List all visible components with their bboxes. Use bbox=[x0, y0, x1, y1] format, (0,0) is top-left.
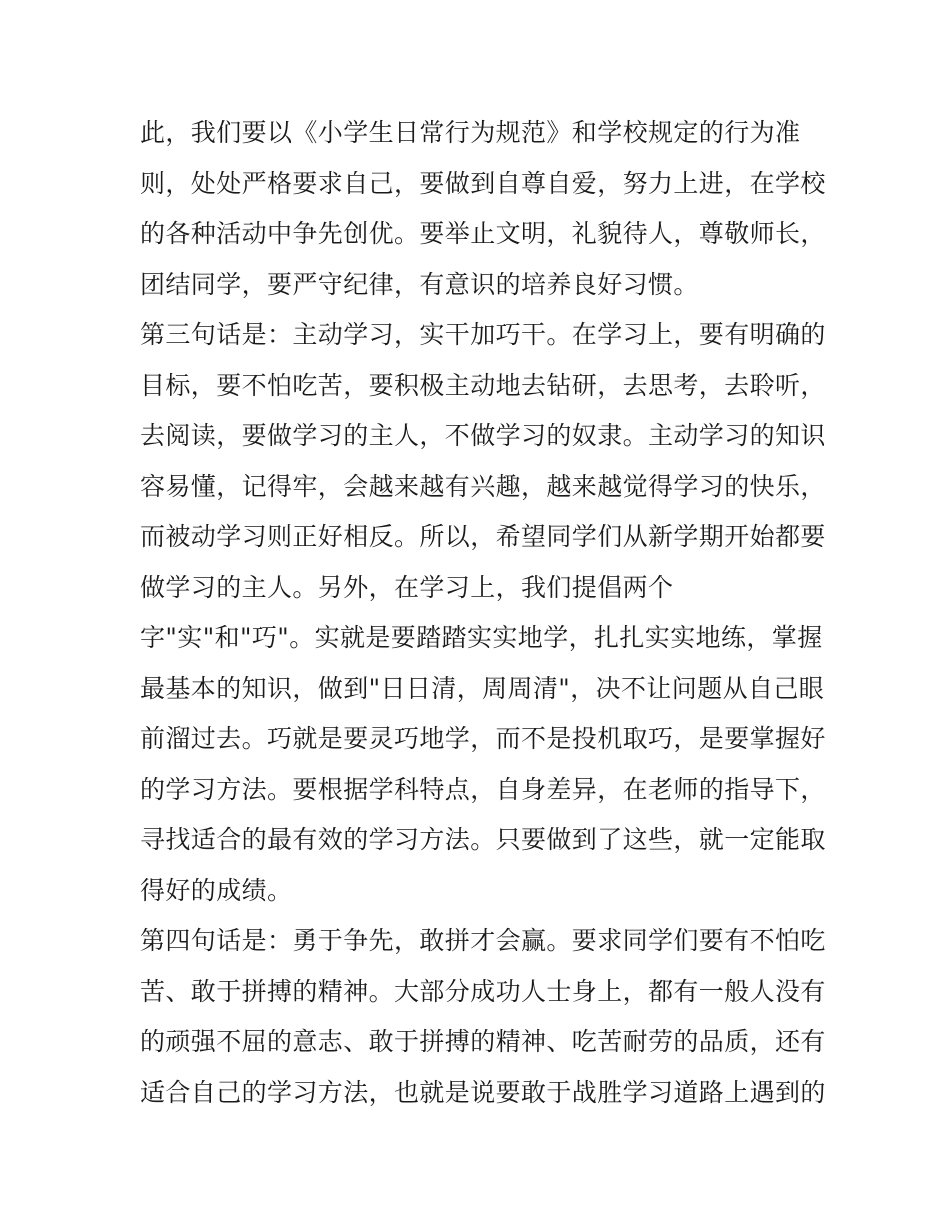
text-line: 寻找适合的最有效的学习方法。只要做到了这些，就一定能取 bbox=[140, 825, 826, 854]
text-line: 团结同学，要严守纪律，有意识的培养良好习惯。 bbox=[140, 269, 699, 299]
text-line: 做学习的主人。另外，在学习上，我们提倡两个 bbox=[140, 572, 674, 602]
text-line: 字"实"和"巧"。实就是要踏踏实实地学，扎扎实实地练，掌握 bbox=[140, 623, 823, 652]
text-line: 的顽强不屈的意志、敢于拼搏的精神、吃苦耐劳的品质，还有 bbox=[140, 1027, 826, 1056]
text-line: 适合自己的学习方法，也就是说要敢于战胜学习道路上遇到的 bbox=[140, 1077, 826, 1107]
text-line: 的学习方法。要根据学科特点，自身差异，在老师的指导下， bbox=[140, 774, 826, 804]
text-line: 前溜过去。巧就是要灵巧地学，而不是投机取巧，是要掌握好 bbox=[140, 724, 826, 753]
text-line: 第三句话是：主动学习，实干加巧干。在学习上，要有明确的 bbox=[140, 320, 826, 349]
text-line: 容易懂，记得牢，会越来越有兴趣，越来越觉得学习的快乐， bbox=[140, 471, 826, 501]
text-line: 则，处处严格要求自己，要做到自尊自爱，努力上进，在学校 bbox=[140, 168, 826, 198]
text-line: 第四句话是：勇于争先，敢拼才会赢。要求同学们要有不怕吃 bbox=[140, 926, 826, 955]
text-line: 最基本的知识，做到"日日清，周周清"，决不让问题从自己眼 bbox=[140, 673, 825, 703]
text-line: 的各种活动中争先创优。要举止文明，礼貌待人，尊敬师长， bbox=[140, 219, 826, 248]
text-line: 苦、敢于拼搏的精神。大部分成功人士身上，都有一般人没有 bbox=[140, 976, 826, 1006]
text-line: 去阅读，要做学习的主人，不做学习的奴隶。主动学习的知识 bbox=[140, 421, 826, 450]
text-line: 此，我们要以《小学生日常行为规范》和学校规定的行为准 bbox=[140, 118, 801, 147]
text-line: 得好的成绩。 bbox=[140, 875, 293, 905]
text-line: 目标，要不怕吃苦，要积极主动地去钻研，去思考，去聆听， bbox=[140, 370, 826, 400]
text-line: 而被动学习则正好相反。所以，希望同学们从新学期开始都要 bbox=[140, 522, 826, 551]
body-text bbox=[140, 108, 826, 1118]
